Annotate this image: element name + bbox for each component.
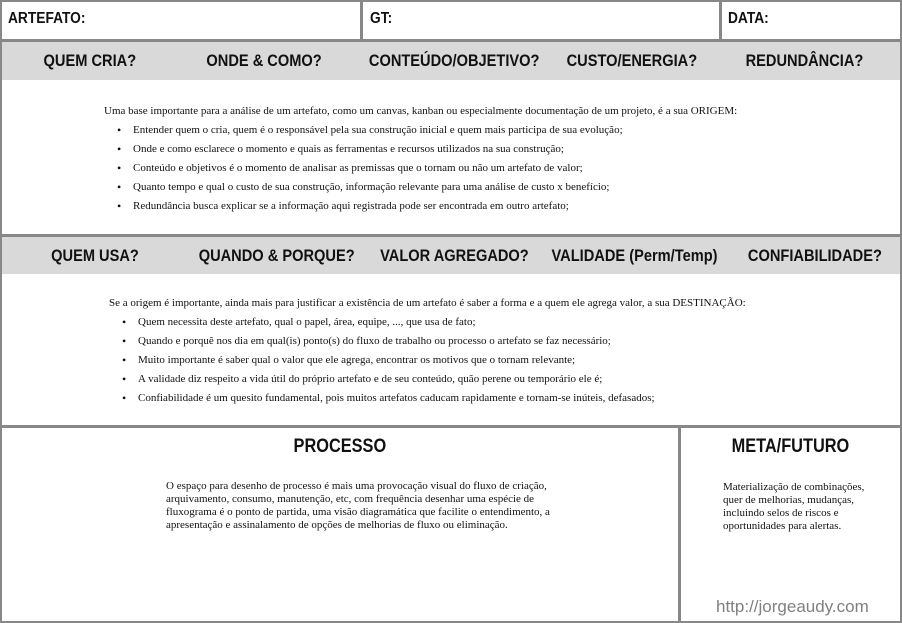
heading-quem-cria: QUEM CRIA? bbox=[43, 51, 136, 70]
destination-bullet-list bbox=[110, 313, 655, 408]
heading-quando-porque: QUANDO & PORQUE? bbox=[199, 245, 355, 265]
origin-bullet: • Quanto tempo e qual o custo de sua construção, informação relevante para uma análise de custo x benefício; bbox=[105, 178, 623, 197]
destination-bottom-line bbox=[0, 425, 902, 428]
destination-bullet: • Confiabilidade é um quesito fundamental, pois muitos artefatos caducam rapidamente e tornam-se inúteis, defasados; bbox=[110, 389, 655, 408]
destination-heading-band bbox=[2, 237, 900, 274]
origin-intro: Uma base importante para a análise de um artefato, como um canvas, kanban ou especialmente documentação de um projeto, é a sua ORIGEM: bbox=[104, 105, 738, 117]
heading-validade: VALIDADE (Perm/Temp) bbox=[551, 245, 718, 265]
heading-confiabilidade: CONFIABILIDADE? bbox=[747, 245, 882, 265]
destination-bullet: • Quando e porquê nos dia em qual(is) ponto(s) do fluxo de trabalho ou processo o artefato se faz necessário; bbox=[110, 332, 655, 351]
heading-valor-agregado: VALOR AGREGADO? bbox=[380, 245, 529, 265]
processo-line: O espaço para desenho de processo é mais uma provocação visual do fluxo de criação, bbox=[166, 480, 547, 492]
destination-intro: Se a origem é importante, ainda mais para justificar a existência de um artefato é saber a forma e a quem ele agrega valor, a sua DESTINAÇÃO: bbox=[109, 297, 746, 309]
author-url[interactable]: http://jorgeaudy.com bbox=[716, 597, 869, 616]
processo-line: fluxograma é o ponto de partida, uma visão diagramática que facilite o entendimento, a bbox=[166, 506, 550, 518]
gt-label: GT: bbox=[370, 10, 393, 27]
origin-heading-band bbox=[2, 42, 900, 80]
meta-futuro-line: incluindo selos de riscos e bbox=[723, 507, 839, 519]
heading-redundancia: REDUNDÂNCIA? bbox=[745, 51, 864, 70]
meta-futuro-line: oportunidades para alertas. bbox=[723, 520, 842, 532]
origin-bullet: • Onde e como esclarece o momento e quais as ferramentas e recursos utilizados na sua construção; bbox=[105, 140, 623, 159]
destination-bullet: • Muito importante é saber qual o valor que ele agrega, encontrar os motivos que o tornam relevante; bbox=[110, 351, 655, 370]
meta-futuro-line: Materialização de combinações, bbox=[723, 481, 865, 493]
heading-conteudo-objetivo: CONTEÚDO/OBJETIVO? bbox=[369, 51, 540, 70]
data-label: DATA: bbox=[728, 10, 769, 27]
header-divider-1 bbox=[360, 2, 363, 40]
processo-title: PROCESSO bbox=[293, 436, 387, 457]
meta-futuro-description bbox=[723, 481, 864, 533]
destination-bullet: • A validade diz respeito a vida útil do próprio artefato e de seu conteúdo, quão perene ou temporário ele é; bbox=[110, 370, 655, 389]
origin-bullet-list bbox=[105, 121, 623, 216]
artefato-label: ARTEFATO: bbox=[8, 10, 86, 27]
processo-description bbox=[166, 480, 550, 532]
heading-quem-usa: QUEM USA? bbox=[50, 245, 139, 265]
meta-futuro-line: quer de melhorias, mudanças, bbox=[723, 494, 855, 506]
meta-futuro-title: META/FUTURO bbox=[731, 436, 850, 457]
origin-bullet: • Conteúdo e objetivos é o momento de analisar as premissas que o tornam ou não um artefato de valor; bbox=[105, 159, 623, 178]
destination-bullet: • Quem necessita deste artefato, qual o papel, área, equipe, ..., que usa de fato; bbox=[110, 313, 655, 332]
heading-onde-como: ONDE & COMO? bbox=[206, 51, 323, 70]
header-divider-2 bbox=[719, 2, 722, 40]
origin-bullet: • Entender quem o cria, quem é o responsável pela sua construção inicial e quem mais participa de sua evolução; bbox=[105, 121, 623, 140]
processo-line: apresentação e assinalamento de opções de melhorias de fluxo ou eliminação. bbox=[166, 519, 508, 531]
origin-bullet: • Redundância busca explicar se a informação aqui registrada pode ser encontrada em outro artefato; bbox=[105, 197, 623, 216]
heading-custo-energia: CUSTO/ENERGIA? bbox=[566, 51, 698, 70]
processo-line: arquivamento, consumo, manutenção, etc, com frequência desenhar uma espécie de bbox=[166, 493, 535, 505]
